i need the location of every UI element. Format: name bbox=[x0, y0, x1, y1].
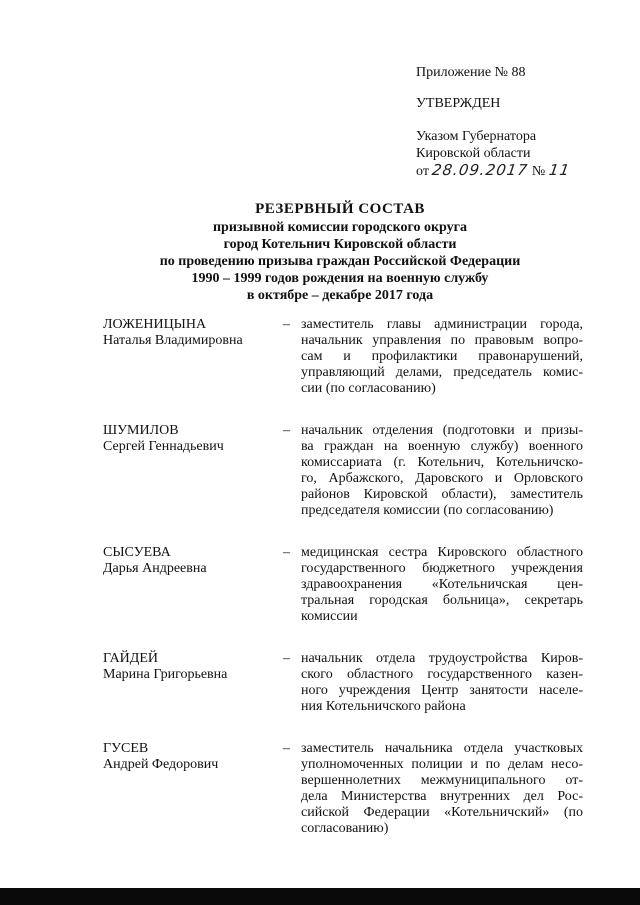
member-surname: СЫСУЕВА bbox=[103, 545, 171, 560]
member-position bbox=[301, 741, 583, 837]
member-name bbox=[103, 651, 283, 715]
document-title bbox=[90, 201, 590, 304]
member-given-name: Сергей Геннадьевич bbox=[103, 439, 224, 454]
position-line: комиссии bbox=[301, 609, 358, 624]
position-line: дела Министерства внутренних дел Рос- bbox=[301, 789, 583, 804]
position-line: заместитель главы администрации города, bbox=[301, 317, 583, 332]
position-line: сии (по согласованию) bbox=[301, 381, 436, 396]
approved-label: УТВЕРЖДЕН bbox=[416, 96, 501, 111]
position-line: уполномоченных полиции и по делам несо- bbox=[301, 757, 583, 772]
member-surname: ГУСЕВ bbox=[103, 741, 149, 756]
decree-line-1: Указом Губернатора bbox=[416, 129, 537, 144]
position-line: управляющий делами, председатель комис- bbox=[301, 365, 583, 380]
member-position bbox=[301, 423, 583, 519]
decree-number-prefix: № bbox=[531, 164, 546, 179]
appendix-number: Приложение № 88 bbox=[416, 65, 526, 80]
position-line: ния Котельничского района bbox=[301, 699, 466, 714]
member-position bbox=[301, 651, 583, 715]
member-dash: – bbox=[283, 741, 290, 756]
member-entry bbox=[103, 741, 583, 837]
position-line: тральная городская больница», секретарь bbox=[301, 593, 583, 608]
position-line: сам и профилактики правонарушений, bbox=[301, 349, 583, 364]
position-line: государственного бюджетного учреждения bbox=[301, 561, 583, 576]
position-line: здравоохранения «Котельничская цен- bbox=[301, 577, 583, 592]
title-main: РЕЗЕРВНЫЙ СОСТАВ bbox=[255, 201, 425, 217]
title-line: 1990 – 1999 годов рождения на военную службу bbox=[191, 271, 489, 286]
member-entry bbox=[103, 545, 583, 625]
position-line: заместитель начальника отдела участковых bbox=[301, 741, 583, 756]
approval-block bbox=[416, 64, 626, 180]
member-name bbox=[103, 741, 283, 837]
title-line: по проведению призыва граждан Российской Федерации bbox=[159, 254, 521, 269]
position-line: сийской Федерации «Котельничский» (по bbox=[301, 805, 583, 820]
member-name bbox=[103, 423, 283, 519]
position-line: ного учреждения Центр занятости населе- bbox=[301, 683, 583, 698]
title-line: в октябре – декабре 2017 года bbox=[246, 288, 434, 303]
member-list bbox=[103, 317, 583, 863]
member-entry bbox=[103, 423, 583, 519]
member-dash: – bbox=[283, 545, 290, 560]
decree-date-line bbox=[416, 162, 626, 180]
member-dash: – bbox=[283, 651, 290, 666]
scan-bottom-edge bbox=[0, 888, 640, 905]
member-position bbox=[301, 317, 583, 397]
member-surname: ЛОЖЕНИЦЫНА bbox=[103, 317, 207, 332]
title-line: город Котельнич Кировской области bbox=[223, 237, 457, 252]
position-line: комиссариата (г. Котельнич, Котельничско- bbox=[301, 455, 583, 470]
position-line: вершеннолетних межмуниципального от- bbox=[301, 773, 583, 788]
decree-line-2: Кировской области bbox=[416, 146, 531, 161]
position-line: председателя комиссии (по согласованию) bbox=[301, 503, 554, 518]
member-given-name: Дарья Андреевна bbox=[103, 561, 207, 576]
position-line: районов Кировской области), заместитель bbox=[301, 487, 583, 502]
member-given-name: Наталья Владимировна bbox=[103, 333, 243, 348]
member-dash: – bbox=[283, 317, 290, 332]
position-line: начальник управления по правовым вопро- bbox=[301, 333, 583, 348]
member-dash: – bbox=[283, 423, 290, 438]
member-entry bbox=[103, 317, 583, 397]
position-line: ского областного государственного казен- bbox=[301, 667, 583, 682]
member-position bbox=[301, 545, 583, 625]
decree-date-handwritten: 28.09.2017 bbox=[431, 161, 530, 179]
position-line: начальник отдела трудоустройства Киров- bbox=[301, 651, 583, 666]
position-line: медицинская сестра Кировского областного bbox=[301, 545, 583, 560]
member-given-name: Марина Григорьевна bbox=[103, 667, 228, 682]
member-name bbox=[103, 317, 283, 397]
member-given-name: Андрей Федорович bbox=[103, 757, 219, 772]
decree-prefix: от bbox=[416, 164, 429, 179]
position-line: ва граждан на военную службу) военного bbox=[301, 439, 583, 454]
position-line: согласованию) bbox=[301, 821, 389, 836]
member-name bbox=[103, 545, 283, 625]
title-line: призывной комиссии городского округа bbox=[212, 220, 468, 235]
member-entry bbox=[103, 651, 583, 715]
member-surname: ШУМИЛОВ bbox=[103, 423, 179, 438]
member-surname: ГАЙДЕЙ bbox=[103, 651, 159, 666]
position-line: начальник отделения (подготовки и призы- bbox=[301, 423, 583, 438]
decree-number-handwritten: 11 bbox=[547, 161, 572, 179]
position-line: го, Арбажского, Даровского и Орловского bbox=[301, 471, 583, 486]
